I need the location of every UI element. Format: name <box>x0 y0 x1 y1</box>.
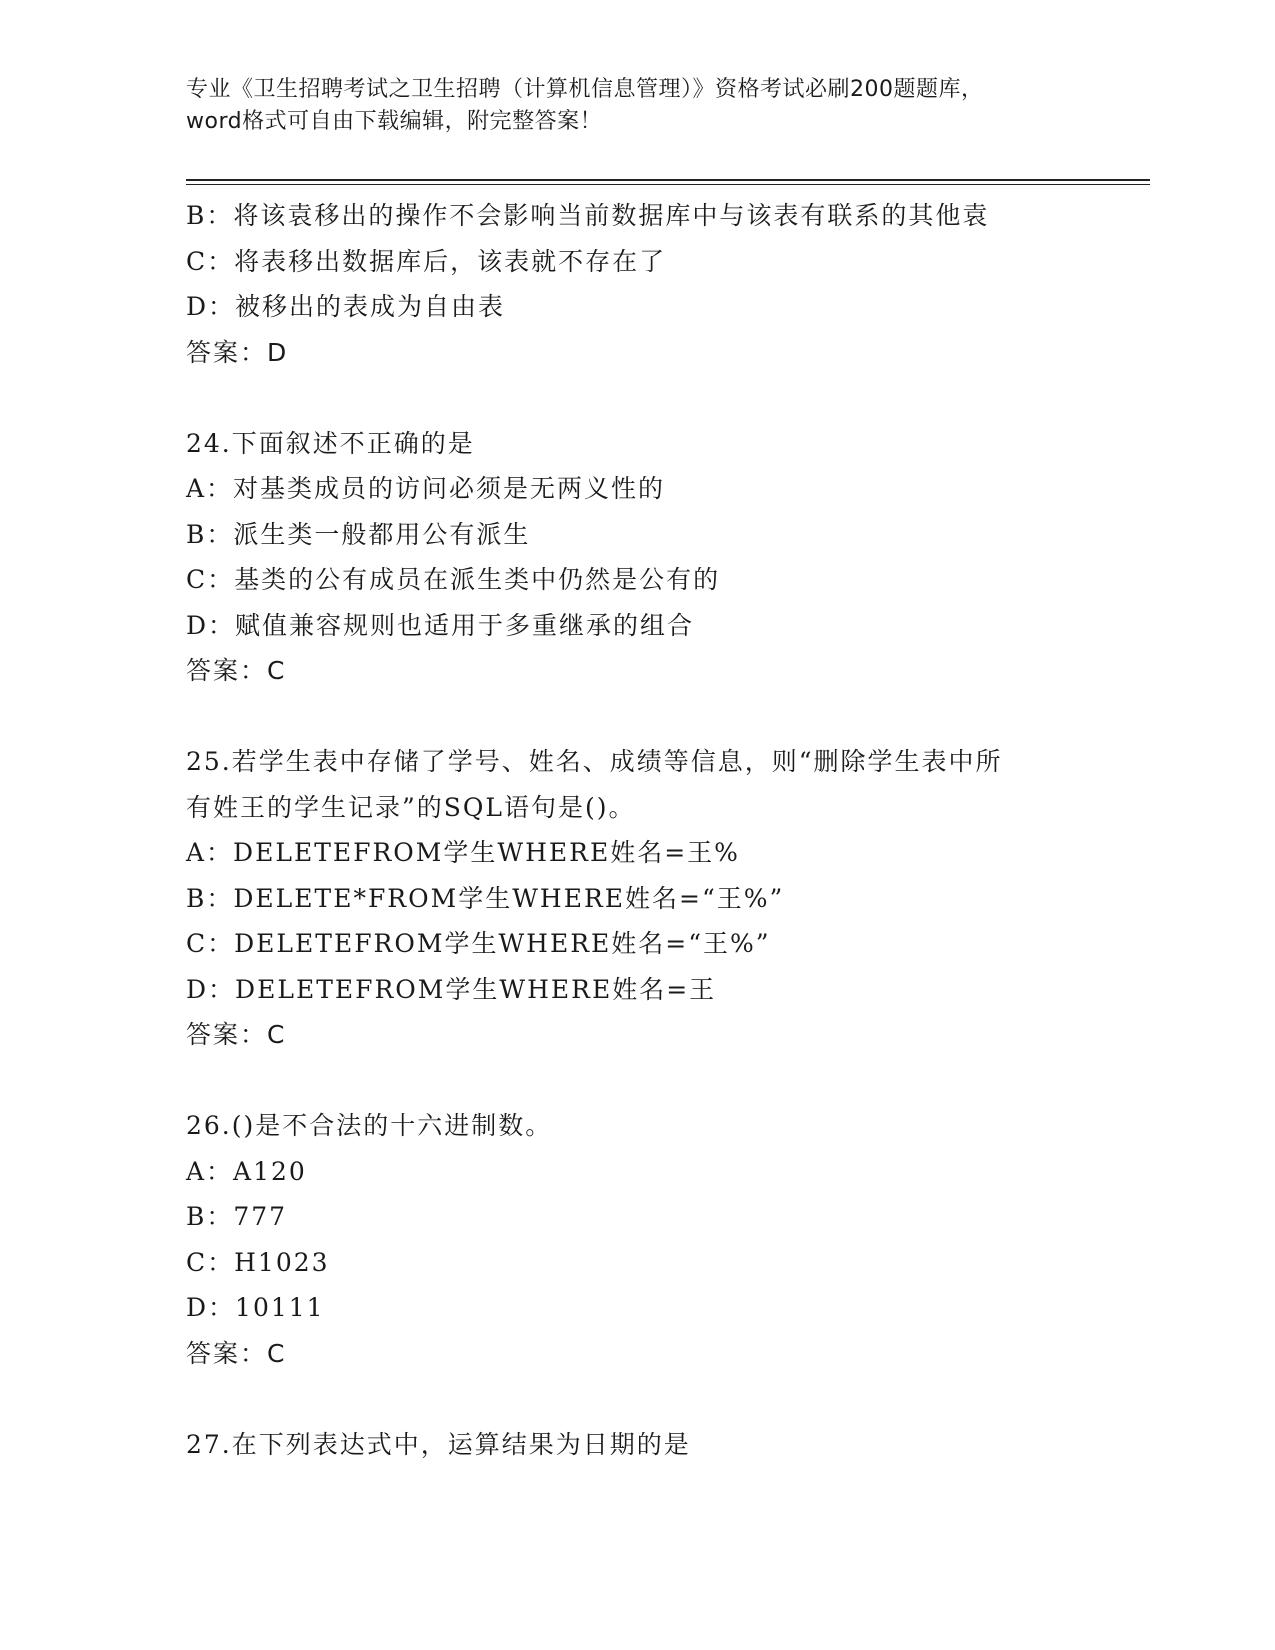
header-divider-thin <box>186 184 1150 185</box>
option-c: C：基类的公有成员在派生类中仍然是公有的 <box>186 565 721 594</box>
option-d: D：DELETEFROM学生WHERE姓名=王 <box>186 974 717 1004</box>
spacer <box>186 375 1106 421</box>
answer-label: 答案：C <box>186 656 287 685</box>
spacer <box>186 1058 1106 1104</box>
question-27 <box>186 1422 1106 1468</box>
question-text-line-1: 25.若学生表中存储了学号、姓名、成绩等信息，则“删除学生表中所 <box>186 747 1003 776</box>
spacer <box>186 1376 1106 1422</box>
answer-label: 答案：C <box>186 1338 287 1368</box>
option-a: A：对基类成员的访问必须是无两义性的 <box>186 474 666 503</box>
option-c: C：H1023 <box>186 1247 330 1277</box>
option-d: D：10111 <box>186 1293 325 1322</box>
question-26 <box>186 1103 1106 1376</box>
option-c: C：将表移出数据库后，该表就不存在了 <box>186 246 667 276</box>
question-24 <box>186 421 1106 694</box>
option-a: A：DELETEFROM学生WHERE姓名=王% <box>186 838 740 867</box>
option-b: B：派生类一般都用公有派生 <box>186 519 531 549</box>
header-title-line-2: word格式可自由下载编辑，附完整答案！ <box>186 109 603 134</box>
header-title-line-1: 专业《卫生招聘考试之卫生招聘（计算机信息管理）》资格考试必刷200题题库， <box>186 77 984 102</box>
answer-label: 答案：D <box>186 337 289 367</box>
option-b: B：将该袁移出的操作不会影响当前数据库中与该表有联系的其他袁 <box>186 201 990 230</box>
question-25 <box>186 739 1106 1058</box>
option-c: C：DELETEFROM学生WHERE姓名=“王%” <box>186 929 771 958</box>
question-text-line-2: 有姓王的学生记录”的SQL语句是()。 <box>186 792 636 822</box>
question-text: 26.()是不合法的十六进制数。 <box>186 1111 553 1140</box>
option-a: A：A120 <box>186 1156 307 1186</box>
spacer <box>186 694 1106 740</box>
question-23-continued <box>186 193 1106 375</box>
option-b: B：777 <box>186 1202 288 1231</box>
header-divider-thick <box>186 179 1150 181</box>
question-text: 24.下面叙述不正确的是 <box>186 428 475 458</box>
answer-label: 答案：C <box>186 1020 287 1049</box>
option-d: D：被移出的表成为自由表 <box>186 292 506 321</box>
option-b: B：DELETE*FROM学生WHERE姓名=“王%” <box>186 883 785 913</box>
document-header <box>186 74 1086 138</box>
question-text: 27.在下列表达式中，运算结果为日期的是 <box>186 1429 691 1459</box>
document-body <box>186 193 1106 1467</box>
option-d: D：赋值兼容规则也适用于多重继承的组合 <box>186 610 695 640</box>
